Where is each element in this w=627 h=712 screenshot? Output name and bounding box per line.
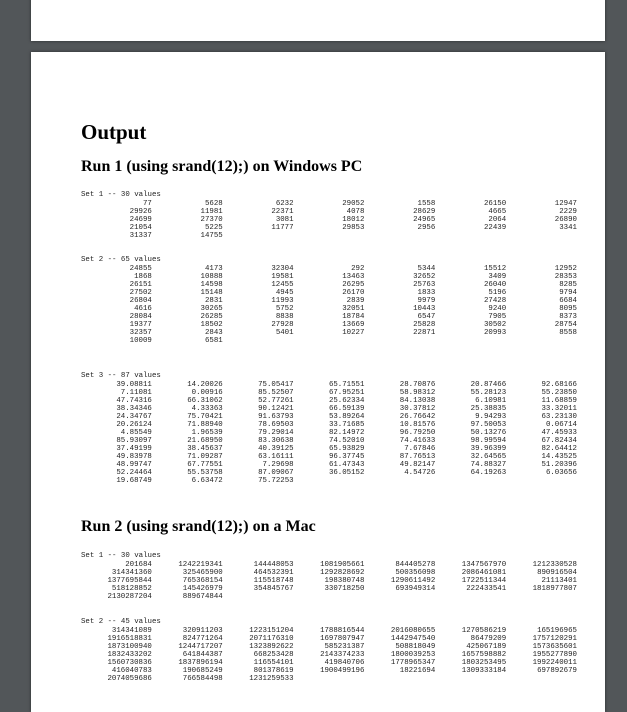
- value-cell: 890916504: [537, 569, 577, 577]
- value-cell: 65.93829: [328, 445, 365, 453]
- value-cell: 6684: [559, 297, 577, 305]
- value-cell: 693949314: [395, 585, 436, 593]
- value-cell: 801378619: [253, 667, 294, 675]
- value-cell: 1837896194: [178, 659, 223, 667]
- value-cell: 844405278: [395, 561, 436, 569]
- value-cell: 71.09287: [187, 453, 223, 461]
- value-cell: 10227: [342, 329, 365, 337]
- value-cell: 15148: [200, 289, 223, 297]
- value-cell: 87.09067: [258, 469, 294, 477]
- value-cell: 84.13038: [399, 397, 436, 405]
- value-cell: 28084: [129, 313, 152, 321]
- value-cell: 1558: [417, 200, 436, 208]
- value-cell: 26040: [483, 281, 507, 289]
- value-cell: 1242219341: [178, 561, 223, 569]
- value-cell: 25.38835: [470, 405, 507, 413]
- value-cell: 32.64565: [470, 453, 507, 461]
- value-cell: 5401: [275, 329, 294, 337]
- value-cell: 87.76513: [399, 453, 436, 461]
- value-cell: 1347567970: [461, 561, 507, 569]
- value-cell: 26295: [342, 281, 365, 289]
- value-cell: 1442947540: [390, 635, 436, 643]
- value-cell: 0.06714: [545, 421, 577, 429]
- value-cell: 6581: [204, 337, 223, 345]
- value-cell: 26285: [200, 313, 223, 321]
- value-cell: 198380748: [324, 577, 365, 585]
- value-cell: 4616: [134, 305, 152, 313]
- value-cell: 85.93097: [116, 437, 152, 445]
- value-cell: 29853: [342, 224, 365, 232]
- value-cell: 3341: [559, 224, 577, 232]
- value-cell: 6.03656: [545, 469, 577, 477]
- value-cell: 86479209: [470, 635, 507, 643]
- value-cell: 32652: [413, 273, 436, 281]
- value-cell: 697892679: [537, 667, 577, 675]
- value-cell: 58.98312: [399, 389, 436, 397]
- value-cell: 91.63793: [258, 413, 294, 421]
- value-cell: 190685249: [182, 667, 223, 675]
- value-cell: 1916518831: [107, 635, 152, 643]
- value-cell: 2831: [204, 297, 223, 305]
- value-cell: 2064: [488, 216, 507, 224]
- value-cell: 1290611492: [390, 577, 436, 585]
- value-cell: 53.89264: [328, 413, 365, 421]
- value-cell: 52.77261: [258, 397, 294, 405]
- value-cell: 40.39125: [258, 445, 294, 453]
- value-cell: 26170: [342, 289, 365, 297]
- value-cell: 354845767: [253, 585, 294, 593]
- value-cell: 9.94293: [475, 413, 507, 421]
- value-cell: 1833: [417, 289, 436, 297]
- value-cell: 55.53758: [187, 469, 223, 477]
- value-cell: 61.47343: [328, 461, 365, 469]
- value-cell: 10443: [413, 305, 436, 313]
- value-cell: 4.33363: [191, 405, 223, 413]
- value-cell: 28353: [554, 273, 577, 281]
- value-cell: 27370: [200, 216, 223, 224]
- value-cell: 74.52010: [328, 437, 365, 445]
- value-cell: 63.16111: [258, 453, 294, 461]
- value-cell: 28629: [413, 208, 436, 216]
- run-1-set-1: [81, 191, 577, 240]
- value-cell: 3409: [488, 273, 507, 281]
- value-cell: 26804: [129, 297, 152, 305]
- value-cell: 8095: [559, 305, 577, 313]
- value-cell: 6.10981: [475, 397, 507, 405]
- value-cell: 39.96399: [470, 445, 507, 453]
- value-cell: 2229: [559, 208, 577, 216]
- value-cell: 1223151204: [249, 627, 294, 635]
- value-cell: 51.20396: [541, 461, 577, 469]
- value-cell: 8285: [559, 281, 577, 289]
- value-cell: 12947: [554, 200, 577, 208]
- value-cell: 766584498: [182, 675, 223, 683]
- value-cell: 330718250: [324, 585, 365, 593]
- value-cell: 8838: [275, 313, 294, 321]
- value-cell: 1788816544: [320, 627, 365, 635]
- value-cell: 8558: [559, 329, 577, 337]
- value-cell: 55.28123: [470, 389, 507, 397]
- value-cell: 4.85549: [120, 429, 152, 437]
- run-1-set-2: [81, 256, 577, 345]
- value-cell: 1800039253: [390, 651, 436, 659]
- value-cell: 0.00916: [191, 389, 223, 397]
- value-cell: 47.45933: [541, 429, 577, 437]
- value-cell: 19581: [271, 273, 294, 281]
- value-cell: 66.31062: [187, 397, 223, 405]
- value-cell: 24965: [413, 216, 436, 224]
- values-grid: [81, 561, 577, 601]
- value-cell: 30265: [200, 305, 223, 313]
- value-cell: 74.88327: [470, 461, 507, 469]
- value-cell: 65.71551: [328, 381, 365, 389]
- value-cell: 83.30638: [258, 437, 294, 445]
- value-cell: 1573635601: [532, 643, 577, 651]
- value-cell: 38.45637: [187, 445, 223, 453]
- value-cell: 13669: [342, 321, 365, 329]
- value-cell: 1697807947: [320, 635, 365, 643]
- value-cell: 201684: [125, 561, 152, 569]
- value-cell: 27928: [271, 321, 294, 329]
- value-cell: 18784: [342, 313, 365, 321]
- value-cell: 2843: [204, 329, 223, 337]
- value-cell: 1270586219: [461, 627, 507, 635]
- value-cell: 4173: [204, 265, 223, 273]
- value-cell: 144448053: [253, 561, 294, 569]
- run-2-heading: Run 2 (using srand(12);) on a Mac: [81, 518, 316, 535]
- value-cell: 4.54726: [404, 469, 436, 477]
- value-cell: 63.23130: [541, 413, 577, 421]
- value-cell: 1832433202: [107, 651, 152, 659]
- values-grid: [81, 627, 577, 683]
- value-cell: 71.88940: [187, 421, 223, 429]
- value-cell: 21054: [129, 224, 152, 232]
- value-cell: 24855: [129, 265, 152, 273]
- value-cell: 4665: [488, 208, 507, 216]
- value-cell: 325465900: [182, 569, 223, 577]
- value-cell: 292: [351, 265, 365, 273]
- value-cell: 18221694: [399, 667, 436, 675]
- value-cell: 5225: [204, 224, 223, 232]
- value-cell: 2839: [346, 297, 365, 305]
- value-cell: 6232: [275, 200, 294, 208]
- value-cell: 11981: [200, 208, 223, 216]
- value-cell: 47.74316: [116, 397, 152, 405]
- value-cell: 1323892622: [249, 643, 294, 651]
- value-cell: 82.64412: [541, 445, 577, 453]
- value-cell: 1212330528: [532, 561, 577, 569]
- value-cell: 14.43525: [541, 453, 577, 461]
- value-cell: 6547: [417, 313, 436, 321]
- value-cell: 18012: [342, 216, 365, 224]
- value-cell: 96.37745: [328, 453, 365, 461]
- value-cell: 49.82147: [399, 461, 436, 469]
- value-cell: 14755: [200, 232, 223, 240]
- value-cell: 26890: [554, 216, 577, 224]
- value-cell: 2130287204: [107, 593, 152, 601]
- document-page: [31, 52, 605, 712]
- value-cell: 49.83978: [116, 453, 152, 461]
- value-cell: 2071176310: [249, 635, 294, 643]
- value-cell: 7.29698: [262, 461, 294, 469]
- value-cell: 1900499196: [320, 667, 365, 675]
- value-cell: 2143374233: [320, 651, 365, 659]
- value-cell: 14598: [200, 281, 223, 289]
- value-cell: 67.82434: [541, 437, 577, 445]
- value-cell: 67.95251: [328, 389, 365, 397]
- value-cell: 1657598882: [461, 651, 507, 659]
- value-cell: 1722511344: [461, 577, 507, 585]
- value-cell: 75.70421: [187, 413, 223, 421]
- value-cell: 1560730836: [107, 659, 152, 667]
- value-cell: 85.52507: [258, 389, 294, 397]
- run-2-set-2: [81, 618, 577, 683]
- value-cell: 48.99747: [116, 461, 152, 469]
- value-cell: 25763: [413, 281, 436, 289]
- set-label: Set 2 -- 65 values: [81, 256, 161, 264]
- value-cell: 668253428: [253, 651, 294, 659]
- value-cell: 25.62334: [328, 397, 365, 405]
- value-cell: 5344: [417, 265, 436, 273]
- value-cell: 30.37812: [399, 405, 436, 413]
- value-cell: 1868: [134, 273, 152, 281]
- value-cell: 12952: [554, 265, 577, 273]
- value-cell: 14.20026: [187, 381, 223, 389]
- value-cell: 5752: [275, 305, 294, 313]
- value-cell: 889674844: [182, 593, 223, 601]
- value-cell: 8373: [559, 313, 577, 321]
- value-cell: 10888: [200, 273, 223, 281]
- values-grid: [81, 265, 577, 345]
- value-cell: 24.34767: [116, 413, 152, 421]
- value-cell: 1081905661: [320, 561, 365, 569]
- value-cell: 77: [142, 200, 152, 208]
- value-cell: 98.99594: [470, 437, 507, 445]
- value-cell: 419840706: [324, 659, 365, 667]
- value-cell: 22439: [483, 224, 507, 232]
- value-cell: 1757120291: [532, 635, 577, 643]
- value-cell: 518128852: [111, 585, 152, 593]
- value-cell: 2016080655: [390, 627, 436, 635]
- value-cell: 1818977807: [532, 585, 577, 593]
- set-label: Set 1 -- 30 values: [81, 552, 161, 560]
- value-cell: 10.81576: [399, 421, 436, 429]
- value-cell: 11.68859: [541, 397, 577, 405]
- previous-page: [31, 0, 605, 41]
- value-cell: 585231387: [324, 643, 365, 651]
- value-cell: 115518748: [253, 577, 294, 585]
- value-cell: 74.41633: [399, 437, 436, 445]
- value-cell: 19377: [129, 321, 152, 329]
- value-cell: 26151: [129, 281, 152, 289]
- value-cell: 314341360: [111, 569, 152, 577]
- value-cell: 33.71685: [328, 421, 365, 429]
- value-cell: 9240: [488, 305, 507, 313]
- value-cell: 24699: [129, 216, 152, 224]
- value-cell: 33.32011: [541, 405, 577, 413]
- value-cell: 22871: [413, 329, 436, 337]
- value-cell: 6.63472: [191, 477, 223, 485]
- value-cell: 12455: [271, 281, 294, 289]
- value-cell: 824771264: [182, 635, 223, 643]
- value-cell: 314341089: [111, 627, 152, 635]
- value-cell: 20993: [483, 329, 507, 337]
- value-cell: 26.76642: [399, 413, 436, 421]
- run-1-set-3: [81, 372, 577, 485]
- value-cell: 75.05417: [258, 381, 294, 389]
- value-cell: 79.29014: [258, 429, 294, 437]
- value-cell: 55.23850: [541, 389, 577, 397]
- value-cell: 4945: [275, 289, 294, 297]
- value-cell: 32051: [342, 305, 365, 313]
- value-cell: 1992240011: [532, 659, 577, 667]
- value-cell: 52.24464: [116, 469, 152, 477]
- value-cell: 464532391: [253, 569, 294, 577]
- value-cell: 29052: [342, 200, 365, 208]
- value-cell: 26150: [483, 200, 507, 208]
- value-cell: 508818049: [395, 643, 436, 651]
- value-cell: 5196: [488, 289, 507, 297]
- value-cell: 1.96539: [191, 429, 223, 437]
- value-cell: 31337: [129, 232, 152, 240]
- value-cell: 15512: [483, 265, 507, 273]
- value-cell: 9794: [559, 289, 577, 297]
- values-grid: [81, 200, 577, 240]
- value-cell: 1309333184: [461, 667, 507, 675]
- value-cell: 7.67846: [404, 445, 436, 453]
- set-label: Set 2 -- 45 values: [81, 618, 161, 626]
- value-cell: 1803253495: [461, 659, 507, 667]
- value-cell: 765368154: [182, 577, 223, 585]
- value-cell: 11993: [271, 297, 294, 305]
- run-2-set-1: [81, 552, 577, 601]
- value-cell: 1778965347: [390, 659, 436, 667]
- value-cell: 50.13276: [470, 429, 507, 437]
- value-cell: 20.87466: [470, 381, 507, 389]
- value-cell: 20.26124: [116, 421, 152, 429]
- value-cell: 1377695844: [107, 577, 152, 585]
- value-cell: 39.08811: [116, 381, 152, 389]
- value-cell: 13463: [342, 273, 365, 281]
- value-cell: 116554101: [253, 659, 294, 667]
- value-cell: 2074059686: [107, 675, 152, 683]
- value-cell: 82.14972: [328, 429, 365, 437]
- output-heading: Output: [81, 120, 147, 144]
- value-cell: 66.59139: [328, 405, 365, 413]
- value-cell: 96.79250: [399, 429, 436, 437]
- value-cell: 5628: [204, 200, 223, 208]
- value-cell: 75.72253: [258, 477, 294, 485]
- value-cell: 64.19263: [470, 469, 507, 477]
- value-cell: 2086461081: [461, 569, 507, 577]
- value-cell: 425067189: [466, 643, 507, 651]
- value-cell: 11777: [271, 224, 294, 232]
- value-cell: 38.34346: [116, 405, 152, 413]
- value-cell: 145426979: [182, 585, 223, 593]
- value-cell: 416040783: [111, 667, 152, 675]
- value-cell: 1292828692: [320, 569, 365, 577]
- value-cell: 18502: [200, 321, 223, 329]
- value-cell: 7.11081: [120, 389, 152, 397]
- value-cell: 4078: [346, 208, 365, 216]
- value-cell: 28754: [554, 321, 577, 329]
- value-cell: 21.68950: [187, 437, 223, 445]
- value-cell: 9979: [417, 297, 436, 305]
- value-cell: 27428: [483, 297, 507, 305]
- set-label: Set 1 -- 30 values: [81, 191, 161, 199]
- value-cell: 165196965: [537, 627, 577, 635]
- values-grid: [81, 381, 577, 485]
- value-cell: 222433541: [466, 585, 507, 593]
- value-cell: 29926: [129, 208, 152, 216]
- value-cell: 1955277890: [532, 651, 577, 659]
- value-cell: 92.68166: [541, 381, 577, 389]
- value-cell: 90.12421: [258, 405, 294, 413]
- value-cell: 2956: [417, 224, 436, 232]
- value-cell: 97.50053: [470, 421, 507, 429]
- value-cell: 7905: [488, 313, 507, 321]
- value-cell: 32357: [129, 329, 152, 337]
- value-cell: 21113401: [541, 577, 577, 585]
- value-cell: 1873100940: [107, 643, 152, 651]
- value-cell: 32304: [271, 265, 294, 273]
- value-cell: 1244717207: [178, 643, 223, 651]
- value-cell: 67.77551: [187, 461, 223, 469]
- value-cell: 1231259533: [249, 675, 294, 683]
- value-cell: 25828: [413, 321, 436, 329]
- value-cell: 36.05152: [328, 469, 365, 477]
- value-cell: 10009: [129, 337, 152, 345]
- value-cell: 28.70876: [399, 381, 436, 389]
- value-cell: 22371: [271, 208, 294, 216]
- value-cell: 19.68749: [116, 477, 152, 485]
- value-cell: 320911203: [182, 627, 223, 635]
- value-cell: 78.69503: [258, 421, 294, 429]
- value-cell: 500356098: [395, 569, 436, 577]
- value-cell: 37.49199: [116, 445, 152, 453]
- run-1-heading: Run 1 (using srand(12);) on Windows PC: [81, 158, 363, 175]
- value-cell: 641844387: [182, 651, 223, 659]
- value-cell: 27502: [129, 289, 152, 297]
- value-cell: 30502: [483, 321, 507, 329]
- set-label: Set 3 -- 87 values: [81, 372, 161, 380]
- value-cell: 3081: [275, 216, 294, 224]
